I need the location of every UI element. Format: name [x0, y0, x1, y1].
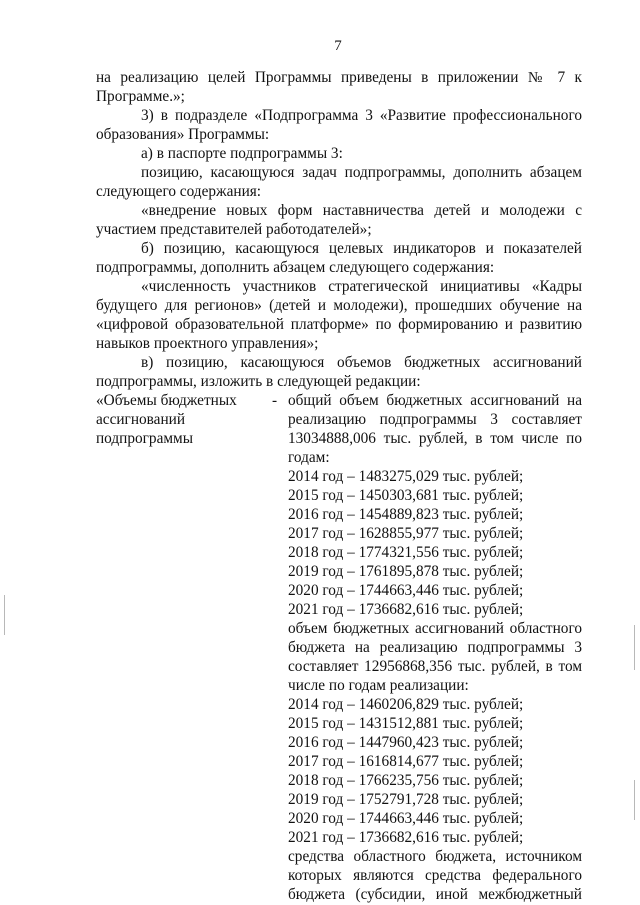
text-line: Программе.»;: [96, 88, 185, 105]
table-text-line: 13034888,006 тыс. рублей, в том числе по: [288, 430, 582, 447]
text-line: «численность участников стратегической инициативы «Кадры: [141, 278, 582, 295]
table-text-line: объем бюджетных ассигнований областного: [288, 620, 582, 637]
table-dash: -: [272, 392, 278, 409]
year-total-line: 2017 год – 1628855,977 тыс. рублей;: [288, 525, 524, 542]
paragraph-goals-reference: [96, 68, 582, 106]
scan-edge-mark: [634, 625, 635, 670]
table-label-line: ассигнований: [96, 411, 186, 428]
budget-allocation-table: [96, 391, 582, 903]
paragraph-tasks-position: [96, 163, 582, 201]
table-text-line: бюджета на реализацию подпрограммы 3: [288, 639, 582, 656]
year-total-line: 2020 год – 1744663,446 тыс. рублей;: [288, 582, 524, 599]
text-line: б) позицию, касающуюся целевых индикаторов и показателей: [141, 240, 582, 257]
table-text-line: годам:: [288, 449, 330, 466]
text-line: подпрограммы, дополнить абзацем следующего содержания:: [96, 259, 495, 276]
year-total-line: 2021 год – 1736682,616 тыс. рублей;: [288, 601, 524, 618]
text-line: будущего для регионов» (детей и молодежи), прошедших обучение на: [96, 297, 582, 314]
year-regional-line: 2021 год – 1736682,616 тыс. рублей;: [288, 829, 524, 846]
table-text-line: которых являются средства федерального: [288, 867, 582, 884]
document-body: [96, 68, 582, 903]
text-line: 3) в подразделе «Подпрограмма 3 «Развитие профессионального: [141, 107, 582, 124]
text-line: на реализацию целей Программы приведены в приложении № 7 к: [96, 69, 582, 86]
table-text-line: средства областного бюджета, источником: [288, 848, 582, 865]
table-right-column: [288, 391, 582, 904]
text-line: позицию, касающуюся задач подпрограммы, дополнить абзацем: [141, 164, 582, 181]
paragraph-budget-position: [96, 353, 582, 391]
paragraph-passport: [96, 144, 582, 163]
text-line: в) позицию, касающуюся объемов бюджетных ассигнований: [141, 354, 582, 371]
year-regional-line: 2020 год – 1744663,446 тыс. рублей;: [288, 810, 524, 827]
year-regional-line: 2015 год – 1431512,881 тыс. рублей;: [288, 715, 524, 732]
paragraph-subprogram-3: [96, 106, 582, 144]
paragraph-mentoring-quote: [96, 201, 582, 239]
year-total-line: 2015 год – 1450303,681 тыс. рублей;: [288, 487, 524, 504]
text-line: навыков проектного управления»;: [96, 335, 319, 352]
year-regional-line: 2016 год – 1447960,423 тыс. рублей;: [288, 734, 524, 751]
text-line: участием представителей работодателей»;: [96, 221, 372, 238]
table-text-line: числе по годам реализации:: [288, 677, 469, 694]
year-total-line: 2019 год – 1761895,878 тыс. рублей;: [288, 563, 524, 580]
table-left-column: [96, 391, 266, 448]
year-regional-line: 2018 год – 1766235,756 тыс. рублей;: [288, 772, 524, 789]
year-regional-line: 2017 год – 1616814,677 тыс. рублей;: [288, 753, 524, 770]
text-line: образования» Программы:: [96, 126, 270, 143]
year-regional-line: 2014 год – 1460206,829 тыс. рублей;: [288, 696, 524, 713]
year-total-line: 2014 год – 1483275,029 тыс. рублей;: [288, 468, 524, 485]
year-total-line: 2016 год – 1454889,823 тыс. рублей;: [288, 506, 524, 523]
text-line: а) в паспорте подпрограммы 3:: [141, 145, 343, 162]
text-line: подпрограммы, изложить в следующей редакции:: [96, 373, 421, 390]
table-text-line: общий объем бюджетных ассигнований на: [288, 392, 582, 409]
text-line: «внедрение новых форм наставничества детей и молодежи с: [141, 202, 582, 219]
table-label-line: «Объемы бюджетных: [96, 392, 237, 409]
table-label-line: подпрограммы: [96, 430, 194, 447]
scan-edge-mark: [4, 595, 5, 635]
table-text-line: составляет 12956868,356 тыс. рублей, в том: [288, 658, 582, 675]
year-total-line: 2018 год – 1774321,556 тыс. рублей;: [288, 544, 524, 561]
table-text-line: реализацию подпрограммы 3 составляет: [288, 411, 582, 428]
scan-edge-mark: [634, 780, 635, 820]
text-line: «цифровой образовательной платформе» по формированию и развитию: [96, 316, 582, 333]
year-regional-line: 2019 год – 1752791,728 тыс. рублей;: [288, 791, 524, 808]
paragraph-indicators-position: [96, 239, 582, 277]
text-line: следующего содержания:: [96, 183, 262, 200]
paragraph-initiative-quote: [96, 277, 582, 353]
table-text-line: бюджета (субсидии, иной межбюджетный: [288, 886, 582, 903]
page-number: 7: [334, 38, 342, 54]
